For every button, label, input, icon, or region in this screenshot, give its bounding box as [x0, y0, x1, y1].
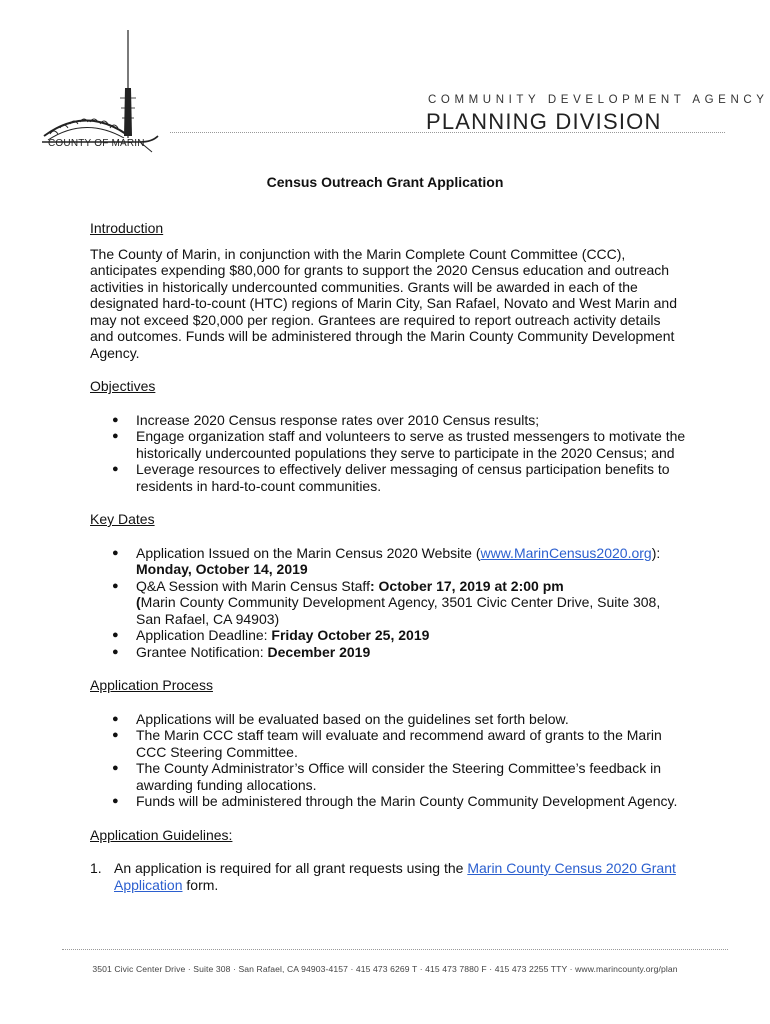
intro-line: The County of Marin, in conjunction with the Marin Complete Count Committee (CCC),	[90, 245, 626, 262]
qa-session-date: : October 17, 2019 at 2:00 pm	[369, 577, 564, 594]
list-item: ● Application Issued on the Marin Census 2020 Website (www.MarinCensus2020.org): Monday, October 14, 2019	[90, 545, 690, 578]
list-item: 1. An application is required for all grant requests using the Marin County Census 2020 Grant Application form.	[90, 860, 676, 893]
list-item: ● The County Administrator’s Office will consider the Steering Committee’s feedback in awarding funding allocations.	[90, 760, 690, 793]
list-item: ● Application Deadline: Friday October 25, 2019	[90, 627, 690, 644]
list-item: ● Funds will be administered through the Marin County Community Development Agency.	[90, 793, 690, 810]
key-dates-heading: Key Dates	[90, 511, 155, 527]
introduction-paragraph	[90, 246, 690, 362]
objectives-list	[90, 412, 690, 495]
key-dates-list	[90, 545, 690, 661]
issue-date: Monday, October 14, 2019	[136, 561, 308, 577]
division-name: PLANNING DIVISION	[426, 109, 662, 134]
intro-line: Agency.	[90, 344, 140, 361]
census-website-link[interactable]: www.MarinCensus2020.org	[480, 544, 652, 561]
application-process-heading: Application Process	[90, 677, 213, 693]
notification-date: December 2019	[267, 643, 371, 660]
objectives-heading: Objectives	[90, 378, 156, 394]
footer-address: 3501 Civic Center Drive · Suite 308 · San Rafael, CA 94903-4157 · 415 473 6269 T · 415 473 7880 F · 415 473 2255 TTY · www.marincounty.org/plan	[92, 964, 678, 974]
county-label: COUNTY OF MARIN	[48, 138, 145, 149]
intro-line: designated hard-to-count (HTC) regions of Marin City, San Rafael, Novato and West Marin and	[90, 295, 677, 311]
document-title: Census Outreach Grant Application	[266, 174, 504, 190]
process-list	[90, 711, 690, 810]
list-item: ● Applications will be evaluated based on the guidelines set forth below.	[90, 711, 690, 728]
application-guidelines-heading: Application Guidelines:	[90, 826, 233, 843]
intro-line: anticipates expending $80,000 for grants to support the 2020 Census education and outreach	[90, 262, 670, 278]
letterhead	[0, 0, 770, 160]
agency-name: COMMUNITY DEVELOPMENT AGENCY	[428, 94, 769, 106]
deadline-date: Friday October 25, 2019	[271, 627, 430, 643]
footer-divider	[62, 949, 728, 950]
intro-line: may not exceed $20,000 per region. Grantees are required to report outreach activity details	[90, 311, 661, 328]
list-item: ● Engage organization staff and volunteers to serve as trusted messengers to motivate the historically undercounted populations they serve to participate in the 2020 Census; and	[90, 428, 690, 461]
introduction-heading: Introduction	[90, 220, 164, 236]
grant-application-link-continued[interactable]: Application	[114, 876, 183, 893]
header-divider	[170, 132, 725, 133]
list-item: ● Q&A Session with Marin Census Staff: October 17, 2019 at 2:00 pm (Marin County Community Development Agency, 3501 Civic Center Drive, Suite 308, San Rafael, CA 94903)	[90, 578, 690, 628]
document-body	[90, 220, 690, 893]
list-item: ● The Marin CCC staff team will evaluate and recommend award of grants to the Marin CCC Steering Committee.	[90, 727, 690, 760]
list-item: ● Leverage resources to effectively deliver messaging of census participation benefits to residents in hard-to-count communities.	[90, 461, 690, 494]
grant-application-link[interactable]: Marin County Census 2020 Grant	[467, 860, 676, 876]
list-item: ● Grantee Notification: December 2019	[90, 644, 690, 661]
list-item: ● Increase 2020 Census response rates over 2010 Census results;	[90, 412, 690, 429]
intro-line: activities in historically undercounted communities. Grants will be awarded in each of the	[90, 278, 638, 295]
intro-line: and outcomes. Funds will be administered through the Marin County Community Development	[90, 328, 675, 344]
guidelines-list	[90, 860, 690, 893]
